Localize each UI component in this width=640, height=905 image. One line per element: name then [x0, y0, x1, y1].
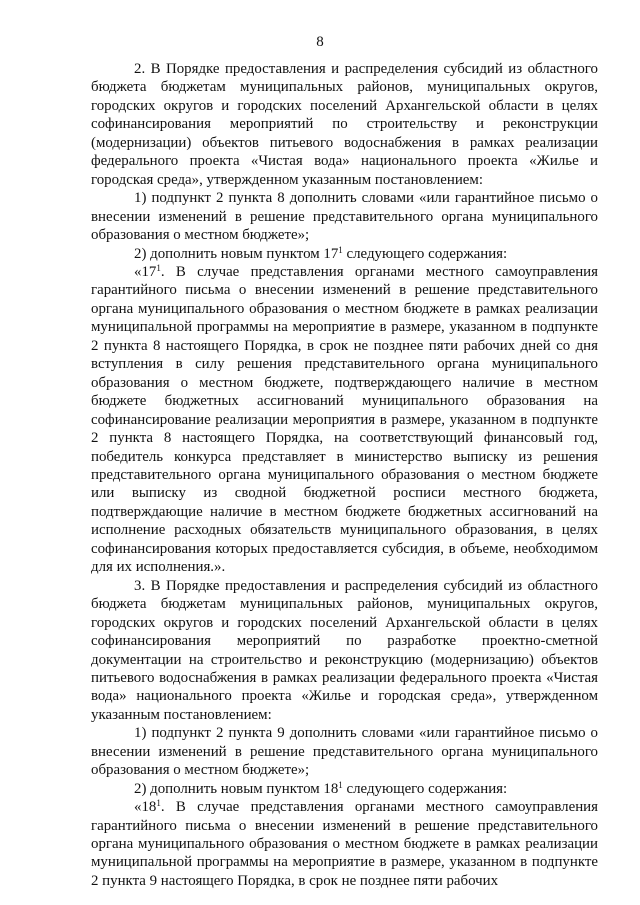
page-number: 8	[316, 34, 324, 50]
paragraph-subitem-1: 1) подпункт 2 пункта 8 дополнить словами «или гарантийное письмо о внесении изменений в решение представительного органа муниципального образования о местном бюджете»;	[91, 190, 598, 244]
paragraph-text: 2) дополнить новым пунктом 18	[134, 780, 339, 797]
paragraph-text: 2) дополнить новым пунктом 17	[134, 245, 339, 262]
superscript: 1	[156, 798, 161, 809]
paragraph-item-2: 2. В Порядке предоставления и распределения субсидий из областного бюджета бюджетам муниципальных районов, муниципальных округов, городских округов и городских поселений Архангельской области в целях софинансирования мероприятий по строительству и реконструкции (модернизации) объектов питьевого водоснабжения в рамках реализации федерального проекта «Чистая вода» национального проекта «Жилье и городская среда», утвержденном указанным постановлением:	[91, 61, 598, 188]
paragraph-subitem-2	[91, 245, 598, 263]
paragraph-clause-17-1	[91, 263, 598, 577]
paragraph-subitem-1: 1) подпункт 2 пункта 9 дополнить словами «или гарантийное письмо о внесении изменений в решение представительного органа муниципального образования о местном бюджете»;	[91, 725, 598, 779]
superscript: 1	[338, 244, 343, 255]
paragraph-item-3: 3. В Порядке предоставления и распределения субсидий из областного бюджета бюджетам муниципальных районов, муниципальных округов, городских округов и городских поселений Архангельской области в целях софинансирования мероприятий по разработке проектно-сметной документации на строительство и реконструкцию (модернизацию) объектов питьевого водоснабжения в рамках реализации федерального проекта «Чистая вода» национального проекта «Жилье и городская среда», утвержденном указанным постановлением:	[91, 577, 598, 723]
superscript: 1	[156, 262, 161, 273]
paragraph-text: «18	[134, 799, 157, 816]
paragraph-text: . В случае представления органами местного самоуправления гарантийного письма о внесении изменений в решение представительного органа муниципального образования о местном бюджете в рамках реализации муниципальной программы на мероприятие в размере, указанном в подпункте 2 пункта 9 настоящего Порядка, в срок не позднее пяти рабочих	[91, 799, 598, 889]
superscript: 1	[338, 779, 343, 790]
paragraph-text: . В случае представления органами местного самоуправления гарантийного письма о внесении изменений в решение представительного органа муниципального образования о местном бюджете в рамках реализации муниципальной программы на мероприятие в размере, указанном в подпункте 2 пункта 8 настоящего Порядка, в срок не позднее пяти рабочих дней со дня вступления в силу решения представительного органа муниципального образования о местном бюджете, подтверждающего наличие в местном бюджете бюджетных ассигнований муниципального образования на софинансирование реализации мероприятия в размере, указанном в подпункте 2 пункта 8 настоящего Порядка, на соответствующий финансовый год, победитель конкурса представляет в министерство выписку из решения представительного органа муниципального образования о местном бюджете или выписку из сводной бюджетной росписи местного бюджета, подтверждающие наличие в местном бюджете бюджетных ассигнований на исполнение расходных обязательств муниципального образования, в целях софинансирования которых предоставляется субсидия, в объеме, необходимом для их исполнения.».	[91, 263, 598, 576]
paragraph-subitem-2	[91, 780, 598, 798]
paragraph-text: следующего содержания:	[342, 780, 508, 797]
paragraph-text: следующего содержания:	[342, 245, 508, 262]
document-body	[91, 60, 598, 890]
paragraph-text: «17	[134, 263, 157, 280]
paragraph-clause-18-1	[91, 798, 598, 890]
